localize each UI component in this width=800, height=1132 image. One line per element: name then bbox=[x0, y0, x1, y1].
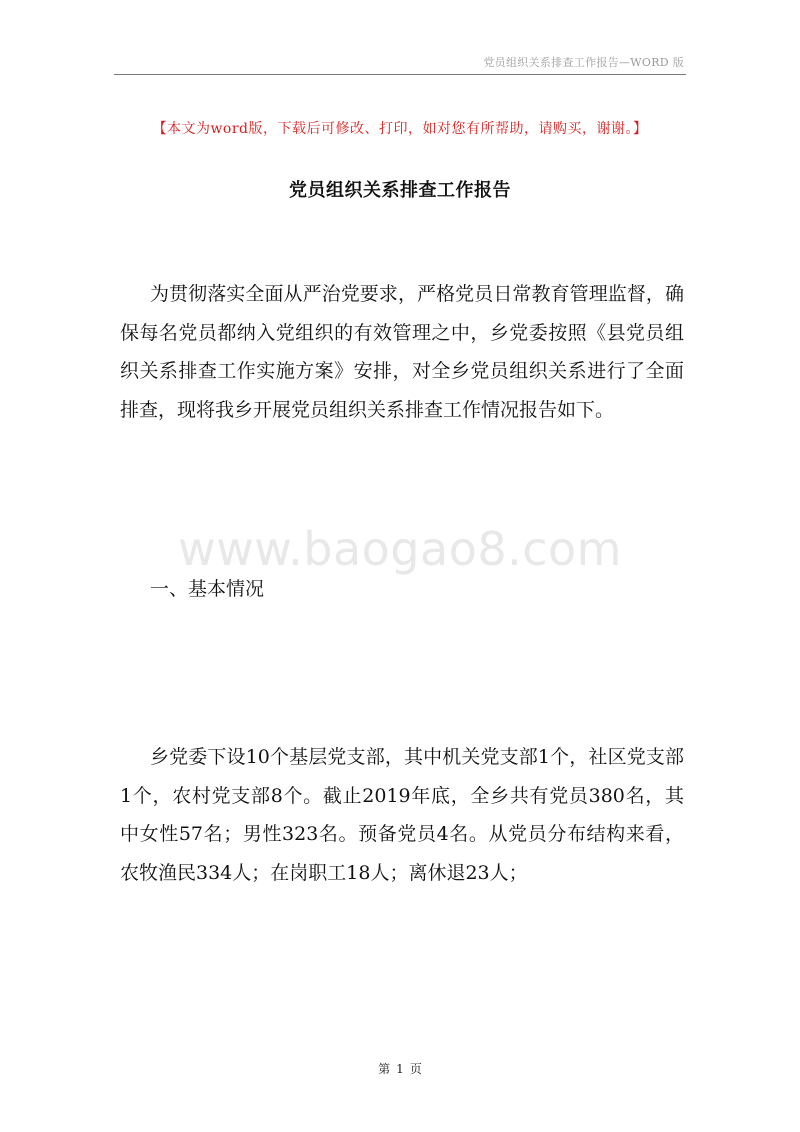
document-title: 党员组织关系排查工作报告 bbox=[289, 180, 511, 201]
intro-paragraph: 为贯彻落实全面从严治党要求，严格党员日常教育管理监督，确保每名党员都纳入党组织的有效管理之中，乡党委按照《县党员组织关系排查工作实施方案》安排，对全乡党员组织关系进行了全面排查，现将我乡开展党员组织关系排查工作情况报告如下。 bbox=[120, 283, 684, 421]
header-divider bbox=[114, 74, 686, 75]
page-number-prefix: 第 bbox=[378, 1062, 391, 1076]
basic-situation-paragraph: 乡党委下设10个基层党支部，其中机关党支部1个，社区党支部1个，农村党支部8个。截止2019年底，全乡共有党员380名，其中女性57名；男性323名。预备党员4名。从党员分布结构来看，农牧渔民334人；在岗职工18人；离休退23人； bbox=[120, 746, 684, 884]
page-footer bbox=[0, 1060, 800, 1077]
page-number-suffix: 页 bbox=[409, 1062, 422, 1076]
site-watermark: www.baogao8.com bbox=[178, 522, 622, 576]
purchase-notice: 【本文为word版，下载后可修改、打印，如对您有所帮助，请购买，谢谢。】 bbox=[152, 121, 648, 137]
running-header: 党员组织关系排查工作报告—WORD 版 bbox=[483, 56, 684, 69]
page-number: 1 bbox=[396, 1062, 404, 1076]
section-heading-basic-situation: 一、基本情况 bbox=[150, 578, 265, 600]
